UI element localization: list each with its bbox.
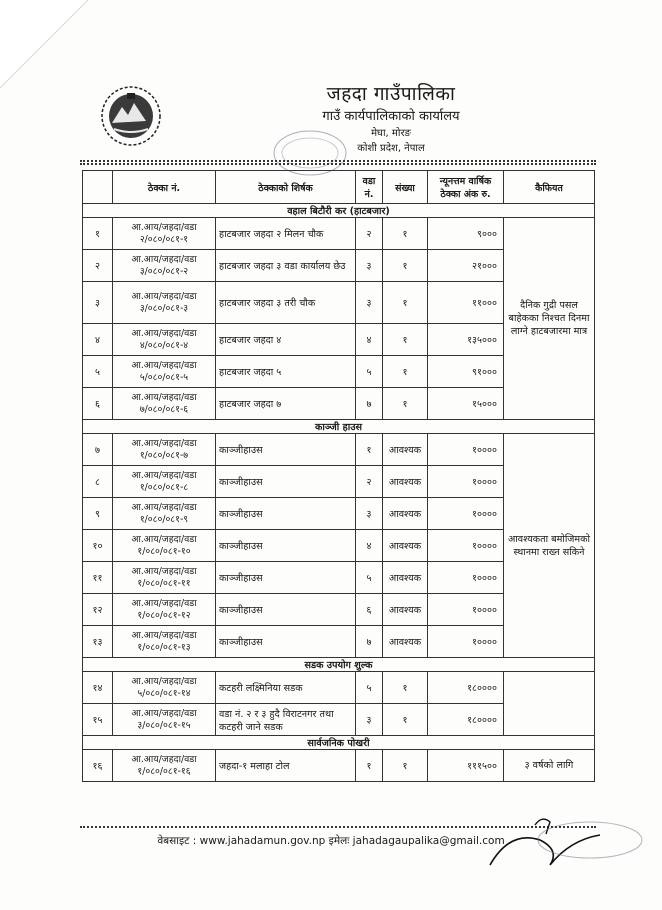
contract-no-cell [113,434,216,466]
serial-cell: ९ [83,498,113,530]
contract-no-line1: आ.आय/जहदा/वडा [131,359,197,371]
amount-cell: १८०००० [428,672,504,704]
serial-cell: १० [83,530,113,562]
contract-no-line1: आ.आय/जहदा/वडा [131,629,197,641]
count-cell: आवश्यक [383,562,428,594]
contract-no-line2: १/०८०/०८१-१२ [137,609,191,621]
amount-cell: १०००० [428,530,504,562]
contract-title-cell: काञ्जीहाउस [216,626,356,658]
ward-cell: ३ [356,498,383,530]
contract-no-line2: ५/०८०/०८१-१४ [137,687,191,699]
amount-cell: १०००० [428,434,504,466]
contract-no-cell [113,356,216,388]
amount-cell: १०००० [428,498,504,530]
amount-cell: १८०००० [428,704,504,736]
amount-cell: ९००० [428,218,504,250]
contract-title-cell: हाटबजार जहदा ७ [216,388,356,420]
remarks-cell [504,672,595,736]
count-cell: १ [383,672,428,704]
table-row [83,434,595,466]
ward-cell: ७ [356,388,383,420]
office-province: कोशी प्रदेश, नेपाल [357,143,425,154]
contract-no-line1: आ.आय/जहदा/वडा [131,501,197,513]
ward-cell: ६ [356,594,383,626]
contract-no-line1: आ.आय/जहदा/वडा [131,437,197,449]
contract-title-cell: काञ्जीहाउस [216,434,356,466]
table-row [83,750,595,782]
contract-no-line2: ३/०८०/०८१-१५ [137,719,191,731]
contract-no-cell [113,562,216,594]
serial-cell: ४ [83,324,113,356]
contract-no-line2: ३/०८०/०८१-३ [139,302,189,314]
tender-table [82,170,595,782]
contract-title-cell: हाटबजार जहदा ५ [216,356,356,388]
contract-no-line1: आ.आय/जहदा/वडा [131,597,197,609]
contract-no-line1: आ.आय/जहदा/वडा [131,565,197,577]
municipality-title: जहदा गाउँपालिका [326,83,456,105]
office-location: मेघा, मोरङ [371,128,411,139]
contract-title-cell: हाटबजार जहदा ३ वडा कार्यालय छेउ [216,250,356,282]
count-cell: आवश्यक [383,626,428,658]
section-title: सडक उपयोग शुल्क [83,658,595,672]
contract-no-line2: ४/०८०/०८१-४ [139,339,189,351]
contract-no-line2: १/०८०/०८१-११ [137,577,191,589]
contract-no-line1: आ.आय/जहदा/वडा [131,327,197,339]
contract-no-cell [113,466,216,498]
contract-no-line2: २/०८०/०८१-१ [139,233,189,245]
contract-no-line2: ५/०८०/०८१-५ [139,371,189,383]
contract-no-line1: आ.आय/जहदा/वडा [131,469,197,481]
section-title: सार्वजनिक पोखरी [83,736,595,750]
contract-no-cell [113,672,216,704]
contract-title-cell: हाटबजार जहदा २ मिलन चौक [216,218,356,250]
serial-cell: ३ [83,282,113,324]
contract-no-cell [113,498,216,530]
contract-title-cell: वडा नं. २ र ३ हुदै विराटनगर तथा कटहरी जाने सडक [216,704,356,736]
serial-cell: ८ [83,466,113,498]
contract-no-cell [113,626,216,658]
serial-cell: १६ [83,750,113,782]
contract-no-line2: ७/०८०/०८१-६ [139,403,189,415]
amount-cell: १०००० [428,466,504,498]
ward-cell: २ [356,466,383,498]
ward-cell: ५ [356,356,383,388]
contract-no-line2: १/०८०/०८१-१६ [137,765,191,777]
contract-no-line2: १/०८०/०८१-८ [139,481,189,493]
count-cell: १ [383,388,428,420]
contract-no-line2: १/०८०/०८१-१३ [137,641,191,653]
serial-cell: २ [83,250,113,282]
serial-cell: ७ [83,434,113,466]
contract-no-cell [113,218,216,250]
serial-cell: १२ [83,594,113,626]
contract-title-cell: हाटबजार जहदा ४ [216,324,356,356]
amount-cell: १०००० [428,594,504,626]
contract-title-cell: कटहरी लक्ष्मिनिया सडक [216,672,356,704]
count-cell: आवश्यक [383,594,428,626]
serial-cell: १५ [83,704,113,736]
page-fold-mark [0,0,90,90]
col-contract-title-header: ठेक्काको शिर्षक [216,171,356,204]
contract-title-cell: काञ्जीहाउस [216,530,356,562]
contract-no-cell [113,530,216,562]
table-row [83,672,595,704]
office-name: गाउँ कार्यपालिकाको कार्यालय [322,109,460,124]
remarks-cell: ३ वर्षको लागि [504,750,595,782]
header-divider-2 [80,163,596,165]
contract-no-line2: १/०८०/०८१-१० [137,545,191,557]
ward-cell: ३ [356,250,383,282]
col-serial-header [83,171,113,204]
ward-cell: ३ [356,282,383,324]
contract-no-line1: आ.आय/जहदा/वडा [131,253,197,265]
contract-no-cell [113,388,216,420]
ward-cell: ५ [356,562,383,594]
count-cell: आवश्यक [383,498,428,530]
serial-cell: ६ [83,388,113,420]
section-header-row [83,420,595,434]
amount-cell: ११००० [428,282,504,324]
contract-no-line1: आ.आय/जहदा/वडा [131,533,197,545]
contract-no-line1: आ.आय/जहदा/वडा [131,675,197,687]
contract-no-line1: आ.आय/जहदा/वडा [131,290,197,302]
col-contract-no-header: ठेक्का नं. [113,171,216,204]
count-cell: १ [383,324,428,356]
amount-cell: १०००० [428,626,504,658]
section-title: काञ्जी हाउस [83,420,595,434]
contract-title-cell: काञ्जीहाउस [216,498,356,530]
section-header-row [83,204,595,218]
contract-no-line1: आ.आय/जहदा/वडा [131,753,197,765]
amount-cell: १११५०० [428,750,504,782]
contract-no-line2: ३/०८०/०८१-२ [139,265,189,277]
ward-cell: २ [356,218,383,250]
col-ward-header: वडा नं. [356,171,383,204]
contract-no-line2: १/०८०/०८१-७ [139,449,189,461]
contract-no-line2: १/०८०/०८१-९ [139,513,189,525]
col-count-header: संख्या [383,171,428,204]
count-cell: १ [383,282,428,324]
contract-no-cell [113,704,216,736]
header-divider [80,160,596,162]
contract-no-cell [113,594,216,626]
count-cell: आवश्यक [383,434,428,466]
ward-cell: ५ [356,672,383,704]
remarks-cell: आवश्यकता बमोजिमको स्थानमा राख्न सकिने [504,434,595,658]
count-cell: आवश्यक [383,466,428,498]
serial-cell: ११ [83,562,113,594]
serial-cell: १३ [83,626,113,658]
contract-no-cell [113,750,216,782]
contract-title-cell: हाटबजार जहदा ३ तरी चौक [216,282,356,324]
contract-no-cell [113,250,216,282]
amount-cell: १३५००० [428,324,504,356]
section-header-row [83,736,595,750]
count-cell: १ [383,250,428,282]
amount-cell: १५००० [428,388,504,420]
table-row [83,218,595,250]
count-cell: १ [383,218,428,250]
col-amount-header: न्यूनत्तम वार्षिक ठेक्का अंक रु. [428,171,504,204]
amount-cell: १०००० [428,562,504,594]
contract-no-cell [113,282,216,324]
contract-title-cell: काञ्जीहाउस [216,562,356,594]
col-remarks-header: कैफियत [504,171,595,204]
section-header-row [83,658,595,672]
contract-no-line1: आ.आय/जहदा/वडा [131,707,197,719]
count-cell: १ [383,750,428,782]
ward-cell: ४ [356,324,383,356]
ward-cell: १ [356,434,383,466]
table-header-row [83,171,595,204]
ward-cell: ४ [356,530,383,562]
serial-cell: १४ [83,672,113,704]
count-cell: आवश्यक [383,530,428,562]
count-cell: १ [383,704,428,736]
ward-cell: ७ [356,626,383,658]
remarks-cell: दैनिक गुद्री पसल बाहेकका निश्चत दिनमा लाग्ने हाटबजारमा मात्र [504,218,595,420]
contract-no-cell [113,324,216,356]
ward-cell: १ [356,750,383,782]
footer-contact: वेबसाइट : www.jahadamun.gov.np इमेलः jahadagaupalika@gmail.com [157,835,505,847]
amount-cell: ९१००० [428,356,504,388]
serial-cell: ५ [83,356,113,388]
contract-no-line1: आ.आय/जहदा/वडा [131,221,197,233]
contract-title-cell: काञ्जीहाउस [216,594,356,626]
section-title: वहाल बिटौरी कर (हाटबजार) [83,204,595,218]
contract-title-cell: काञ्जीहाउस [216,466,356,498]
serial-cell: १ [83,218,113,250]
contract-no-line1: आ.आय/जहदा/वडा [131,391,197,403]
amount-cell: २१००० [428,250,504,282]
official-signature [480,810,650,880]
contract-title-cell: जहदा-१ मलाहा टोल [216,750,356,782]
count-cell: १ [383,356,428,388]
ward-cell: ३ [356,704,383,736]
